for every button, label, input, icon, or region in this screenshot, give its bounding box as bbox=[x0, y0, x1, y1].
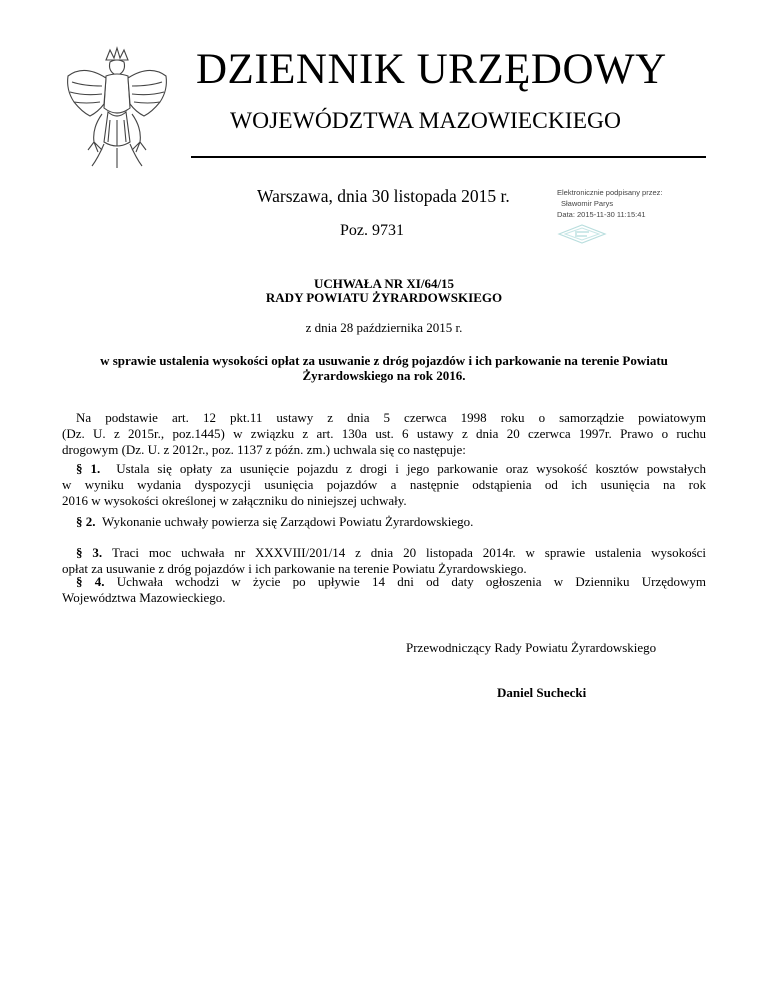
section-label: § 1. bbox=[76, 461, 101, 476]
preamble-paragraph bbox=[62, 410, 706, 458]
paragraph-line: Na podstawie art. 12 pkt.11 ustawy z dnia 5 czerwca 1998 roku o samorządzie powiatowym bbox=[76, 410, 706, 425]
electronic-signature-block bbox=[557, 188, 727, 221]
section-4 bbox=[62, 574, 706, 606]
section-text: Traci moc uchwała nr XXXVIII/201/14 z dnia 20 listopada 2014r. w sprawie ustalenia wysokości bbox=[112, 545, 707, 560]
section-text: Wykonanie uchwały powierza się Zarządowi Powiatu Żyrardowskiego. bbox=[102, 514, 474, 529]
eagle-emblem-icon bbox=[62, 46, 172, 170]
section-1 bbox=[62, 461, 706, 509]
resolution-subject bbox=[62, 353, 706, 383]
paragraph-line bbox=[62, 545, 706, 561]
section-text: Ustala się opłaty za usunięcie pojazdu z drogi i jego parkowanie oraz wysokość kosztów powstałych bbox=[116, 461, 707, 476]
journal-subtitle: WOJEWÓDZTWA MAZOWIECKIEGO bbox=[230, 108, 621, 134]
journal-title: DZIENNIK URZĘDOWY bbox=[196, 46, 667, 93]
paragraph-line: 2016 w wysokości określonej w załączniku do niniejszej uchwały. bbox=[62, 493, 407, 508]
paragraph-line: Województwa Mazowieckiego. bbox=[62, 590, 226, 605]
resolution-subject-line: w sprawie ustalenia wysokości opłat za usuwanie z dróg pojazdów i ich parkowanie na terenie Powiatu bbox=[100, 353, 668, 368]
paragraph-line: (Dz. U. z 2015r., poz.1445) w związku z art. 130a ust. 6 ustawy z dnia 20 czerwca 1997r. Prawo o ruchu bbox=[62, 426, 706, 441]
paragraph-line: opłat za usuwanie z dróg pojazdów i ich parkowanie na terenie Powiatu Żyrardowskiego. bbox=[62, 561, 527, 576]
resolution-body: RADY POWIATU ŻYRARDOWSKIEGO bbox=[265, 290, 503, 305]
section-2 bbox=[62, 514, 706, 530]
section-label: § 2. bbox=[76, 514, 96, 529]
signatory-name: Daniel Suchecki bbox=[497, 685, 587, 700]
paragraph-line: drogowym (Dz. U. z 2012r., poz. 1137 z późn. zm.) uchwala się co następuje: bbox=[62, 442, 466, 457]
signature-signer: Sławomir Parys bbox=[561, 199, 614, 208]
paragraph-line bbox=[62, 461, 706, 477]
publication-date: Warszawa, dnia 30 listopada 2015 r. bbox=[257, 186, 510, 206]
resolution-date: z dnia 28 października 2015 r. bbox=[305, 320, 463, 335]
section-text: Uchwała wchodzi w życie po upływie 14 dni od daty ogłoszenia w Dzienniku Urzędowym bbox=[116, 574, 706, 589]
header-divider bbox=[191, 156, 706, 158]
signatory-title: Przewodniczący Rady Powiatu Żyrardowskiego bbox=[406, 640, 657, 655]
position-number: Poz. 9731 bbox=[340, 222, 404, 239]
section-label: § 4. bbox=[76, 574, 105, 589]
resolution-subject-line: Żyrardowskiego na rok 2016. bbox=[302, 368, 466, 383]
paragraph-line bbox=[62, 574, 706, 590]
signature-label: Elektronicznie podpisany przez: bbox=[557, 188, 663, 197]
paragraph-line bbox=[62, 514, 706, 530]
section-label: § 3. bbox=[76, 545, 103, 560]
resolution-number: UCHWAŁA NR XI/64/15 bbox=[313, 276, 455, 291]
paragraph-line: w wyniku wydania dyspozycji usunięcia pojazdów a następnie odstąpienia od ich usunięcia na rok bbox=[62, 477, 706, 492]
signature-stamp-icon bbox=[557, 224, 607, 244]
section-3 bbox=[62, 545, 706, 577]
signature-date: Data: 2015-11-30 11:15:41 bbox=[557, 210, 646, 219]
